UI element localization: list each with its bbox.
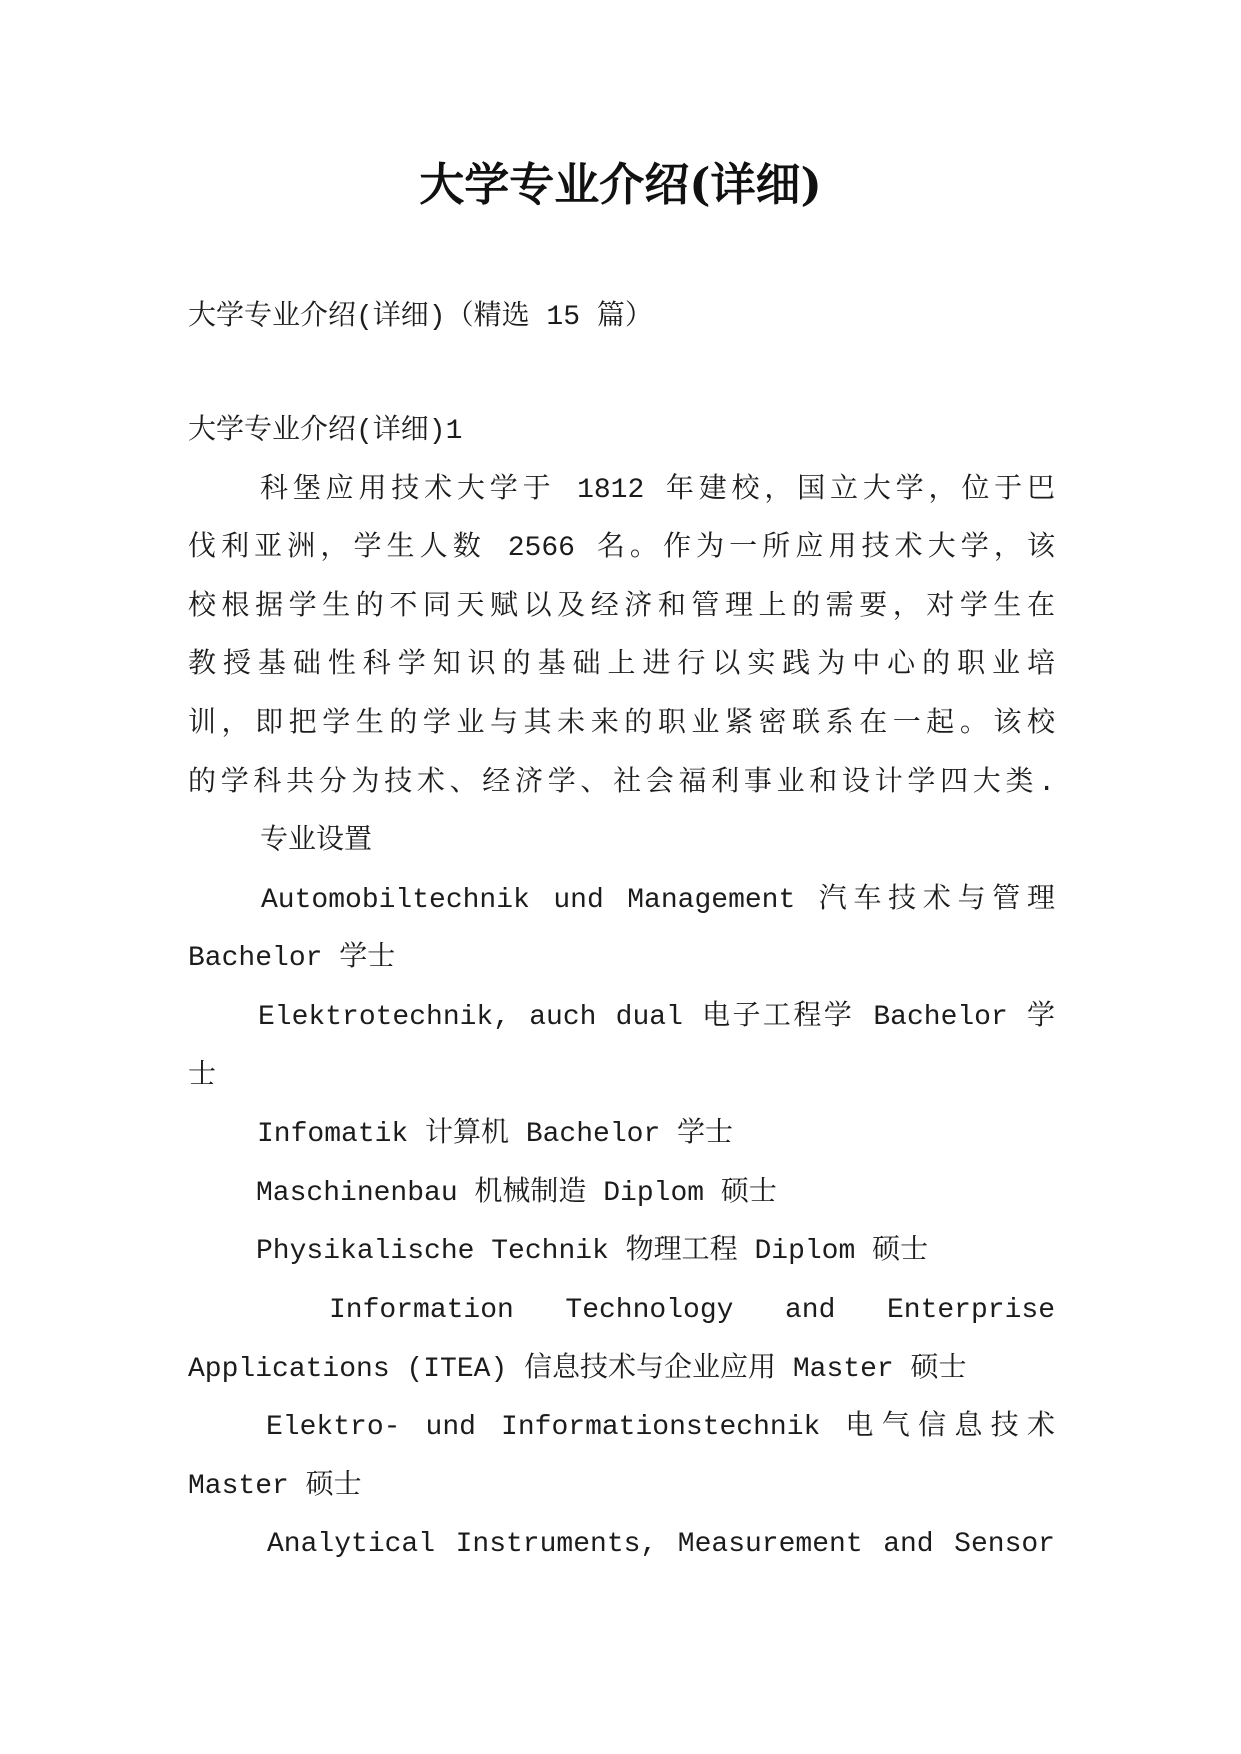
intro-paragraph-line: 教授基础性科学知识的基础上进行以实践为中心的职业培 (188, 650, 1055, 682)
major-entry-line: 士 (188, 1060, 217, 1092)
major-entry-line: Maschinenbau 机械制造 Diplom 硕士 (256, 1177, 777, 1209)
document-title: 大学专业介绍(详细) (419, 158, 822, 211)
major-entry-line: Physikalische Technik 物理工程 Diplom 硕士 (256, 1236, 929, 1268)
intro-paragraph-line: 训，即把学生的学业与其未来的职业紧密联系在一起。该校 (188, 709, 1055, 741)
document-subtitle: 大学专业介绍(详细)（精选 15 篇） (188, 302, 653, 333)
majors-list (188, 872, 1055, 1575)
major-entry-line: Elektrotechnik, auch dual 电子工程学 Bachelor 学 (258, 1002, 1055, 1034)
intro-paragraph-line: 科堡应用技术大学于 1812 年建校，国立大学，位于巴 (260, 474, 1055, 506)
majors-heading: 专业设置 (260, 826, 373, 858)
major-entry-line: Information Technology and Enterprise (329, 1295, 1055, 1326)
document-body (188, 289, 1055, 1575)
major-entry-line: Bachelor 学士 (188, 943, 396, 975)
major-entry-line: Infomatik 计算机 Bachelor 学士 (257, 1119, 734, 1151)
section-heading: 大学专业介绍(详细)1 (188, 416, 463, 448)
major-entry-line: Master 硕士 (188, 1470, 362, 1502)
major-entry-line: Analytical Instruments, Measurement and Sensor (267, 1529, 1055, 1561)
major-entry-line: Automobiltechnik und Management 汽车技术与管理 (261, 884, 1055, 916)
major-entry-line: Elektro- und Informationstechnik 电气信息技术 (266, 1412, 1055, 1444)
intro-paragraph-line: 校根据学生的不同天赋以及经济和管理上的需要，对学生在 (188, 591, 1055, 623)
intro-paragraph-line: 伐利亚洲，学生人数 2566 名。作为一所应用技术大学，该 (188, 533, 1055, 565)
intro-paragraph-line: 的学科共分为技术、经济学、社会福利事业和设计学四大类. (188, 767, 1055, 799)
major-entry-line: Applications (ITEA) 信息技术与企业应用 Master 硕士 (188, 1353, 967, 1385)
intro-paragraph (188, 462, 1055, 814)
